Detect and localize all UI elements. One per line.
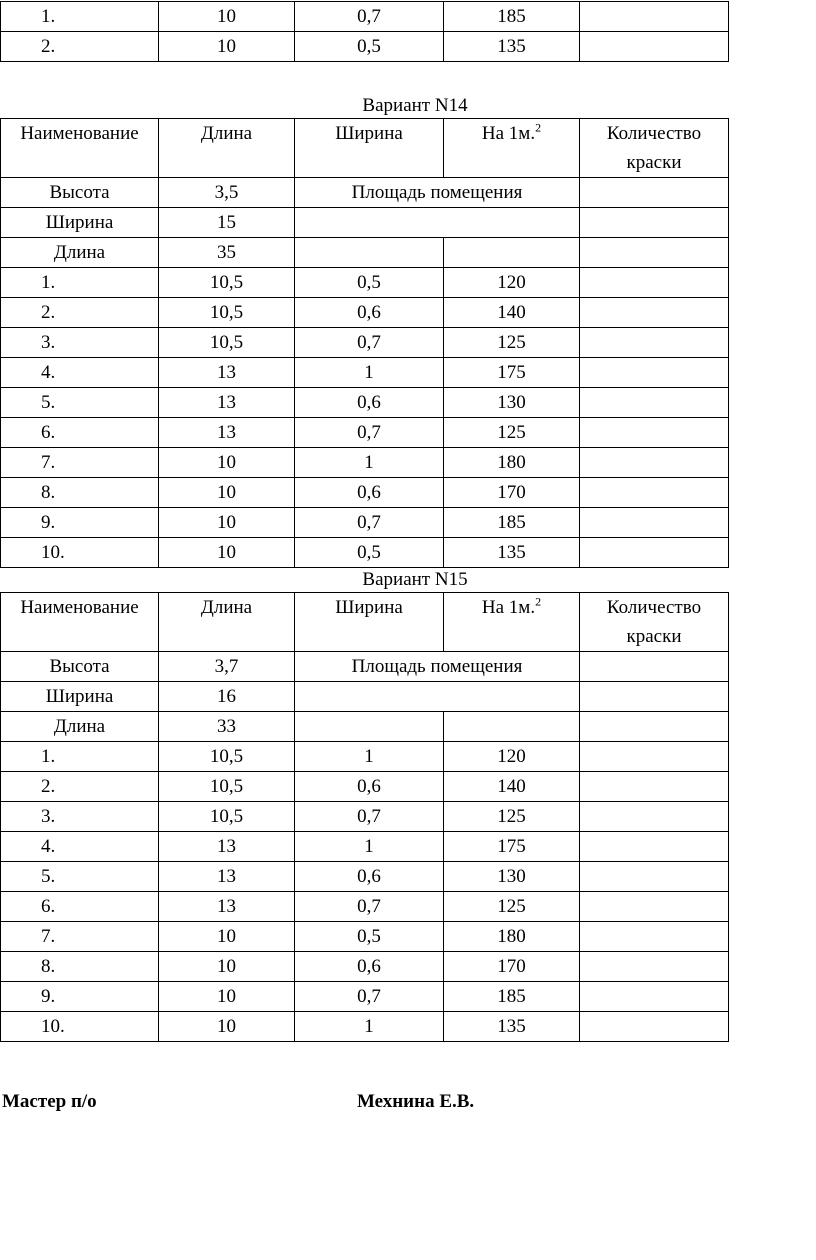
header-width: Ширина — [295, 119, 444, 178]
row-per-m2: 180 — [444, 448, 580, 478]
header-paint-qty: Количество краски — [580, 593, 729, 652]
row-width: 0,6 — [295, 388, 444, 418]
row-number: 10. — [1, 538, 159, 568]
width-value: 16 — [159, 682, 295, 712]
row-width: 0,6 — [295, 298, 444, 328]
table-row — [1, 982, 729, 1012]
row-paint-qty — [580, 268, 729, 298]
row-width: 0,7 — [295, 982, 444, 1012]
row-length: 10 — [159, 1012, 295, 1042]
row-number: 9. — [1, 982, 159, 1012]
table-row — [1, 538, 729, 568]
table-row — [1, 832, 729, 862]
table-row — [1, 862, 729, 892]
row-number: 7. — [1, 448, 159, 478]
row-number: 1. — [1, 268, 159, 298]
table-row — [1, 1012, 729, 1042]
row-number: 8. — [1, 478, 159, 508]
variant-15-rows — [1, 742, 729, 1042]
row-paint-qty — [580, 538, 729, 568]
empty-cell — [580, 238, 729, 268]
row-width: 1 — [295, 1012, 444, 1042]
header-name: Наименование — [1, 593, 159, 652]
row-paint-qty — [580, 892, 729, 922]
table-row — [1, 922, 729, 952]
row-number: 1. — [1, 2, 159, 32]
width-row — [1, 682, 729, 712]
row-per-m2: 125 — [444, 802, 580, 832]
row-per-m2: 135 — [444, 32, 580, 62]
row-per-m2: 180 — [444, 922, 580, 952]
row-per-m2: 125 — [444, 328, 580, 358]
row-per-m2: 175 — [444, 358, 580, 388]
row-width: 0,7 — [295, 2, 444, 32]
row-number: 4. — [1, 832, 159, 862]
row-paint-qty — [580, 802, 729, 832]
row-number: 3. — [1, 802, 159, 832]
row-length: 10 — [159, 952, 295, 982]
signature-role: Мастер п/о — [2, 1091, 97, 1112]
row-length: 13 — [159, 892, 295, 922]
width-row — [1, 208, 729, 238]
table-row — [1, 2, 729, 32]
row-number: 8. — [1, 952, 159, 982]
row-paint-qty — [580, 862, 729, 892]
width-value: 15 — [159, 208, 295, 238]
row-number: 1. — [1, 742, 159, 772]
length-label: Длина — [1, 238, 159, 268]
empty-cell — [580, 682, 729, 712]
row-width: 0,7 — [295, 802, 444, 832]
area-value-cell — [295, 208, 580, 238]
row-length: 10,5 — [159, 802, 295, 832]
header-per-m2: На 1м.$^2$ — [444, 593, 580, 652]
header-per-m2: На 1м.$^2$ — [444, 119, 580, 178]
row-number: 2. — [1, 772, 159, 802]
row-per-m2: 170 — [444, 478, 580, 508]
length-label: Длина — [1, 712, 159, 742]
variant-14-caption: Вариант N14 — [362, 95, 468, 116]
row-width: 0,7 — [295, 508, 444, 538]
height-value: 3,5 — [159, 178, 295, 208]
row-paint-qty — [580, 1012, 729, 1042]
row-number: 5. — [1, 862, 159, 892]
row-number: 6. — [1, 892, 159, 922]
header-name: Наименование — [1, 119, 159, 178]
row-length: 13 — [159, 418, 295, 448]
header-length: Длина — [159, 593, 295, 652]
table-row — [1, 772, 729, 802]
row-per-m2: 135 — [444, 538, 580, 568]
length-value: 35 — [159, 238, 295, 268]
row-number: 2. — [1, 32, 159, 62]
height-row — [1, 178, 729, 208]
row-length: 10 — [159, 478, 295, 508]
row-paint-qty — [580, 448, 729, 478]
row-length: 10,5 — [159, 268, 295, 298]
area-value-cell — [295, 682, 580, 712]
row-length: 10 — [159, 448, 295, 478]
variant-14-rows — [1, 268, 729, 568]
row-length: 10 — [159, 508, 295, 538]
empty-cell — [580, 208, 729, 238]
table-row — [1, 478, 729, 508]
row-length: 10 — [159, 2, 295, 32]
row-number: 5. — [1, 388, 159, 418]
table-row — [1, 508, 729, 538]
signature-name: Мехнина Е.В. — [357, 1091, 475, 1112]
row-paint-qty — [580, 742, 729, 772]
table-row — [1, 358, 729, 388]
row-length: 10,5 — [159, 298, 295, 328]
row-width: 0,6 — [295, 478, 444, 508]
row-paint-qty — [580, 328, 729, 358]
row-width: 1 — [295, 448, 444, 478]
row-per-m2: 185 — [444, 508, 580, 538]
table-row — [1, 448, 729, 478]
row-number: 2. — [1, 298, 159, 328]
row-width: 0,5 — [295, 32, 444, 62]
height-row — [1, 652, 729, 682]
table-row — [1, 328, 729, 358]
empty-cell — [580, 712, 729, 742]
row-per-m2: 120 — [444, 742, 580, 772]
table-row — [1, 298, 729, 328]
row-paint-qty — [580, 922, 729, 952]
length-row — [1, 238, 729, 268]
row-width: 0,7 — [295, 892, 444, 922]
row-paint-qty — [580, 388, 729, 418]
row-paint-qty — [580, 298, 729, 328]
row-paint-qty — [580, 418, 729, 448]
header-row — [1, 119, 729, 178]
row-length: 10 — [159, 32, 295, 62]
table-row — [1, 268, 729, 298]
height-value: 3,7 — [159, 652, 295, 682]
empty-cell — [295, 238, 444, 268]
table-row — [1, 388, 729, 418]
empty-cell — [580, 178, 729, 208]
row-per-m2: 130 — [444, 862, 580, 892]
row-width: 0,6 — [295, 952, 444, 982]
row-length: 13 — [159, 862, 295, 892]
row-paint-qty — [580, 478, 729, 508]
row-width: 1 — [295, 742, 444, 772]
continuation-table — [0, 1, 729, 62]
row-per-m2: 140 — [444, 298, 580, 328]
row-number: 9. — [1, 508, 159, 538]
row-paint-qty — [580, 832, 729, 862]
row-paint-qty — [580, 982, 729, 1012]
row-length: 10,5 — [159, 742, 295, 772]
header-length: Длина — [159, 119, 295, 178]
row-length: 10 — [159, 538, 295, 568]
height-label: Высота — [1, 178, 159, 208]
row-per-m2: 125 — [444, 892, 580, 922]
row-paint-qty — [580, 32, 729, 62]
row-length: 13 — [159, 388, 295, 418]
row-per-m2: 120 — [444, 268, 580, 298]
row-width: 1 — [295, 358, 444, 388]
row-paint-qty — [580, 772, 729, 802]
row-paint-qty — [580, 358, 729, 388]
area-label: Площадь помещения — [295, 652, 580, 682]
row-per-m2: 185 — [444, 982, 580, 1012]
variant-15-table — [0, 592, 729, 1042]
width-label: Ширина — [1, 682, 159, 712]
length-value: 33 — [159, 712, 295, 742]
empty-cell — [444, 712, 580, 742]
height-label: Высота — [1, 652, 159, 682]
table-row — [1, 952, 729, 982]
row-per-m2: 175 — [444, 832, 580, 862]
variant-14-table — [0, 118, 729, 568]
row-paint-qty — [580, 2, 729, 32]
row-paint-qty — [580, 952, 729, 982]
header-row — [1, 593, 729, 652]
length-row — [1, 712, 729, 742]
row-number: 3. — [1, 328, 159, 358]
continuation-table-body — [1, 2, 729, 62]
row-per-m2: 185 — [444, 2, 580, 32]
row-width: 0,6 — [295, 862, 444, 892]
row-width: 0,7 — [295, 328, 444, 358]
row-length: 13 — [159, 358, 295, 388]
table-row — [1, 742, 729, 772]
row-width: 0,6 — [295, 772, 444, 802]
row-width: 0,5 — [295, 922, 444, 952]
row-length: 10 — [159, 922, 295, 952]
row-length: 13 — [159, 832, 295, 862]
row-length: 10,5 — [159, 328, 295, 358]
row-per-m2: 140 — [444, 772, 580, 802]
empty-cell — [444, 238, 580, 268]
empty-cell — [580, 652, 729, 682]
row-width: 0,5 — [295, 538, 444, 568]
table-row — [1, 32, 729, 62]
row-number: 4. — [1, 358, 159, 388]
row-per-m2: 135 — [444, 1012, 580, 1042]
table-row — [1, 418, 729, 448]
row-paint-qty — [580, 508, 729, 538]
row-width: 1 — [295, 832, 444, 862]
row-length: 10 — [159, 982, 295, 1012]
row-length: 10,5 — [159, 772, 295, 802]
table-row — [1, 802, 729, 832]
row-width: 0,7 — [295, 418, 444, 448]
area-label: Площадь помещения — [295, 178, 580, 208]
empty-cell — [295, 712, 444, 742]
table-row — [1, 892, 729, 922]
row-width: 0,5 — [295, 268, 444, 298]
row-per-m2: 170 — [444, 952, 580, 982]
variant-15-caption: Вариант N15 — [362, 569, 468, 590]
row-per-m2: 125 — [444, 418, 580, 448]
row-number: 7. — [1, 922, 159, 952]
header-width: Ширина — [295, 593, 444, 652]
width-label: Ширина — [1, 208, 159, 238]
row-number: 6. — [1, 418, 159, 448]
row-number: 10. — [1, 1012, 159, 1042]
header-paint-qty: Количество краски — [580, 119, 729, 178]
row-per-m2: 130 — [444, 388, 580, 418]
